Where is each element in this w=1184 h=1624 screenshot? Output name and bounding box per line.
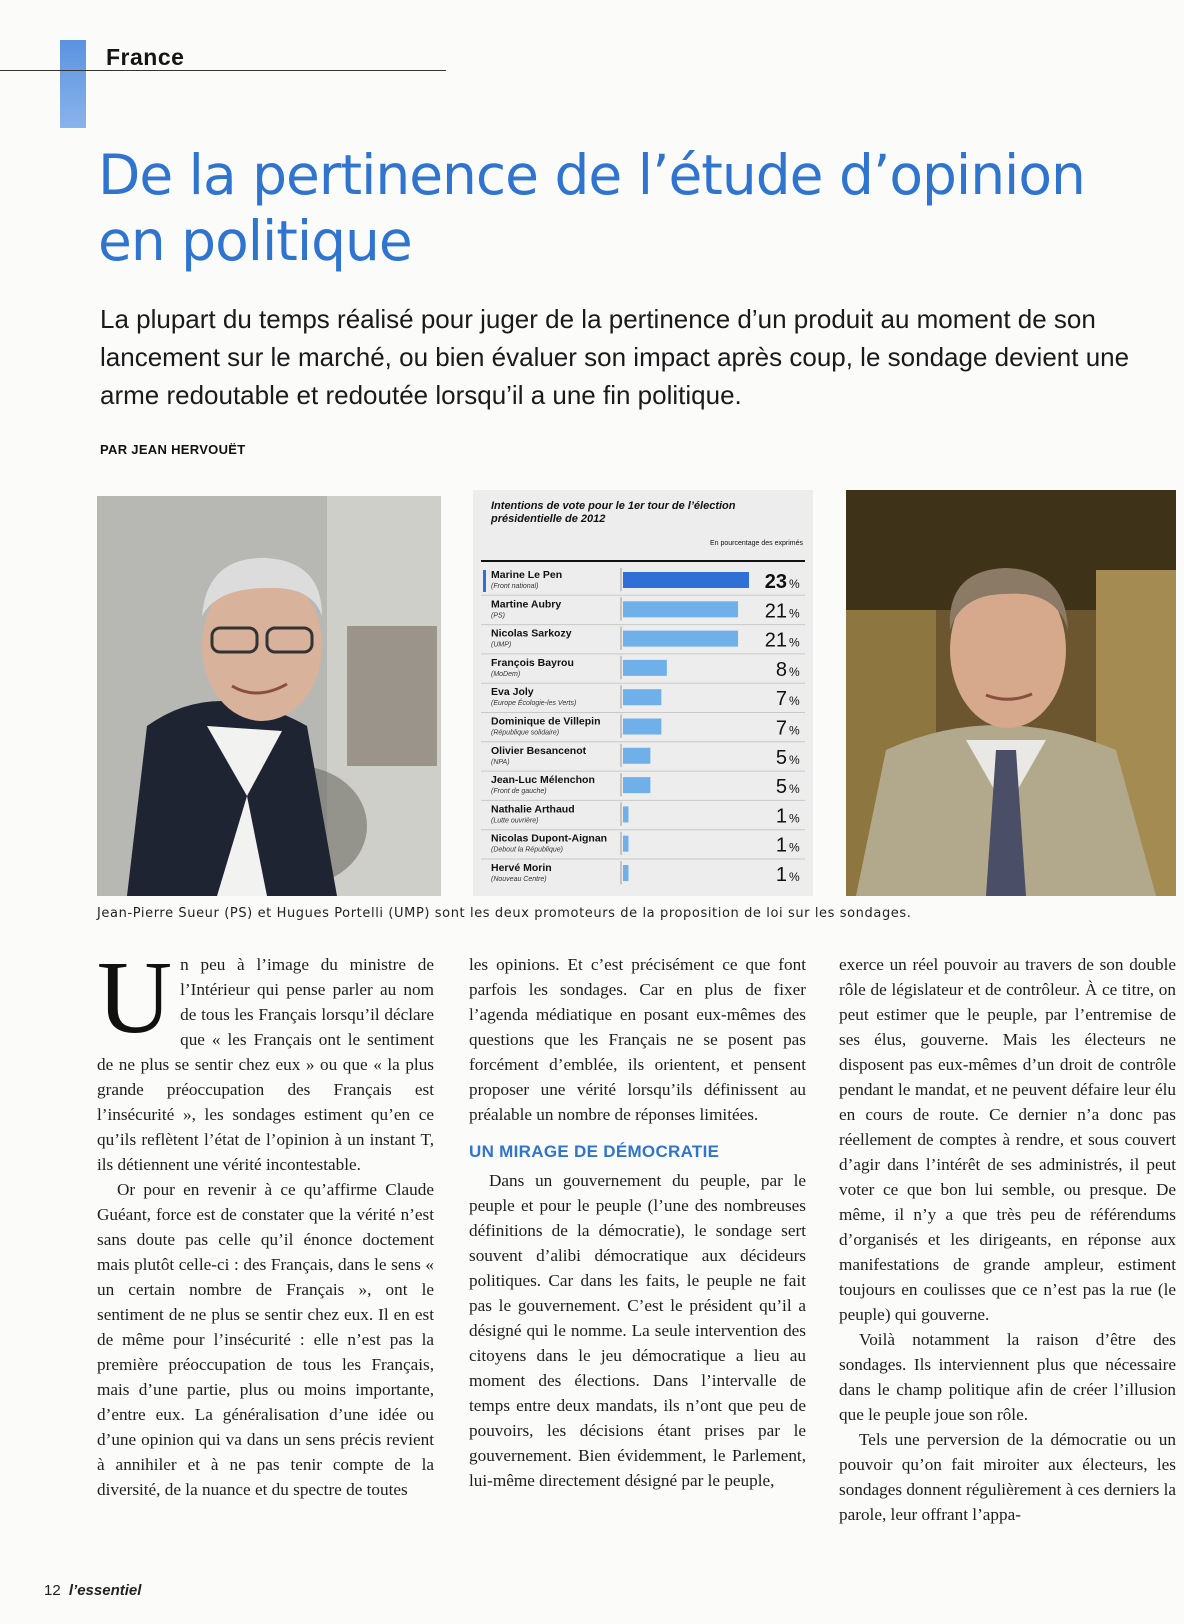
- candidate-name: Nicolas Dupont-Aignan: [491, 832, 608, 845]
- article-title: De la pertinence de l’étude d’opinion en politique: [98, 143, 1085, 273]
- drop-cap: U: [97, 940, 173, 1055]
- portrait-illustration-right: [846, 490, 1176, 896]
- value-label: 23: [764, 571, 787, 593]
- photo-caption: Jean-Pierre Sueur (PS) et Hugues Portelli (UMP) sont les deux promoteurs de la proposition de loi sur les sondages.: [97, 906, 912, 921]
- unit-label: %: [789, 577, 800, 591]
- article-column-2: [469, 952, 806, 1493]
- section-rule: [0, 70, 446, 71]
- bar: [623, 777, 650, 793]
- candidate-party: (Lutte ouvrière): [491, 817, 539, 825]
- value-label: 5: [775, 776, 787, 799]
- candidate-name: François Bayrou: [491, 656, 574, 669]
- paragraph: exerce un réel pouvoir au travers de son double rôle de législateur et de contrôleur. À ce titre, on peut estimer que le peuple, par l’entremise de ses élus, gouverne. Mais les électeurs ne disposent pas eux-mêmes d’un droit de contrôle pendant le mandat, et ne peuvent défaire leur élu en cours de route. Ce dernier n’a donc pas réellement de comptes à rendre, et sous couvert d’agir dans l’intérêt de ses administrés, il peut voter ce que bon lui semble, ou presque. De même, il n’y a que très peu de référendums d’organisés et les dirigeants, en réponse aux manifestations de grande ampleur, estiment toujours en coulisses que ce n’est pas la rue (le peuple) qui gouverne.: [839, 955, 1176, 1324]
- paragraph: Dans un gouvernement du peuple, par le peuple et pour le peuple (l’une des nombreuses définitions de la démocratie), le sondage sert souvent d’alibi démocratique aux décideurs politiques. Car dans les faits, le peuple ne fait pas le gouvernement. C’est le président qu’il a désigné qui le nomme. La seule intervention des citoyens dans le jeu démocratique a lieu au moment des élections. Dans l’intervalle de temps entre deux mandats, ils n’ont que peu de pouvoirs, les décisions étant prises par le gouvernement. Bien évidemment, le Parlement, lui-même directement désigné par le peuple,: [469, 1171, 806, 1490]
- unit-label: %: [789, 840, 800, 855]
- candidate-name: Olivier Besancenot: [491, 744, 587, 757]
- candidate-party: (Front de gauche): [491, 788, 547, 796]
- candidate-name: Nicolas Sarkozy: [491, 627, 572, 640]
- value-label: 21: [764, 600, 787, 623]
- candidate-party: (Front national): [491, 583, 539, 590]
- highlight-marker: [483, 570, 486, 592]
- value-label: 8: [775, 658, 787, 681]
- candidate-party: (Debout la République): [491, 846, 563, 854]
- unit-label: %: [789, 782, 800, 797]
- unit-label: %: [789, 723, 800, 738]
- value-label: 21: [764, 629, 787, 652]
- candidate-party: (UMP): [491, 641, 512, 649]
- portrait-illustration-left: [97, 496, 441, 896]
- magazine-name: l’essentiel: [68, 1582, 142, 1599]
- bar: [623, 601, 738, 617]
- candidate-name: Nathalie Arthaud: [491, 803, 575, 816]
- bar: [623, 719, 661, 735]
- unit-label: %: [789, 606, 800, 621]
- chart-plot: [473, 490, 813, 896]
- unit-label: %: [789, 811, 800, 826]
- bar: [623, 689, 661, 705]
- subheading: UN MIRAGE DE DÉMOCRATIE: [469, 1142, 720, 1161]
- candidate-party: (Europe Écologie-les Verts): [491, 700, 577, 708]
- poll-chart: [473, 490, 813, 896]
- value-label: 5: [775, 746, 787, 769]
- unit-label: %: [789, 635, 800, 650]
- candidate-name: Martine Aubry: [491, 598, 562, 611]
- byline: PAR JEAN HERVOUËT: [100, 442, 246, 457]
- candidate-party: (Nouveau Centre): [491, 876, 547, 883]
- unit-label: %: [789, 664, 800, 679]
- paragraph: [97, 940, 434, 1177]
- candidate-party: (République solidaire): [491, 729, 560, 737]
- candidate-party: (NPA): [491, 758, 510, 766]
- bar: [623, 865, 628, 881]
- candidate-name: Jean-Luc Mélenchon: [491, 774, 595, 787]
- candidate-party: (MoDem): [491, 670, 521, 678]
- value-label: 1: [775, 834, 787, 857]
- bar: [623, 631, 738, 647]
- candidate-name: Dominique de Villepin: [491, 715, 601, 728]
- photo-hugues-portelli: [846, 490, 1176, 896]
- bar: [623, 748, 650, 764]
- bar: [623, 836, 628, 852]
- unit-label: %: [789, 752, 800, 767]
- candidate-name: Hervé Morin: [491, 862, 552, 874]
- candidate-party: (PS): [491, 612, 505, 620]
- unit-label: %: [789, 870, 800, 884]
- paragraph: Tels une perversion de la démocratie ou un pouvoir qu’on fait miroiter aux électeurs, les sondages donnent régulièrement à ces derniers la parole, leur offrant l’appa-: [839, 1430, 1176, 1524]
- paragraph: Or pour en revenir à ce qu’affirme Claude Guéant, force est de constater que la vérité n’est sans doute pas celle qu’il énonce doctement mais plutôt celle-ci : des Français, dans le sens « un certain nombre de Français », ont le sentiment de ne plus se sentir chez eux. Il en est de même pour l’insécurité : elle n’est pas la première préoccupation de tous les Français, mais d’une partie, plus ou moins importante, d’entre eux. La généralisation d’une idée ou d’une opinion qui va dans un sens précis revient à annihiler et à ne pas tenir compte de la diversité, de la nuance et du spectre de toutes: [97, 1180, 434, 1499]
- chart-subtitle: En pourcentage des exprimés: [710, 540, 803, 547]
- article-column-3: [839, 952, 1176, 1527]
- candidate-name: Eva Joly: [491, 686, 534, 699]
- value-label: 7: [775, 717, 787, 740]
- section-color-bar: [60, 40, 86, 128]
- value-label: 1: [775, 864, 787, 886]
- article-lede: La plupart du temps réalisé pour juger de la pertinence d’un produit au moment de son lancement sur le marché, ou bien évaluer son impact après coup, le sondage devient une arme redoutable et redoutée lorsqu’il a une fin politique.: [100, 304, 1130, 410]
- paragraph-text: n peu à l’image du ministre de l’Intérieur qui pense parler au nom de tous les Français lorsqu’il déclare que « les Français ont le sentiment de ne plus se sentir chez eux » ou que « la plus grande préoccupation des Français est l’insécurité », les sondages estiment qu’en ce qu’ils reflètent l’état de l’opinion à un instant T, ils détiennent une vérité incontestable.: [97, 955, 434, 1174]
- candidate-name: Marine Le Pen: [491, 569, 563, 581]
- section-label: France: [106, 44, 185, 70]
- unit-label: %: [789, 694, 800, 709]
- value-label: 1: [775, 805, 787, 828]
- photo-jean-pierre-sueur: [97, 496, 441, 896]
- bar: [623, 806, 628, 822]
- bar: [623, 572, 749, 588]
- chart-title: Intentions de vote pour le 1er tour de l’élection présidentielle de 2012: [491, 500, 736, 525]
- paragraph: les opinions. Et c’est précisément ce que font parfois les sondages. Car en plus de fixer l’agenda médiatique en posant eux-mêmes des questions que les Français ne se posent pas forcément d’emblée, ils orientent, et pensent proposer une vérité lorsqu’ils définissent au préalable un nombre de réponses limitées.: [469, 955, 806, 1124]
- article-column-1: [97, 940, 434, 1502]
- page-number: 12: [44, 1582, 61, 1599]
- bar: [623, 660, 667, 676]
- page-footer: [44, 1582, 141, 1599]
- paragraph: Voilà notamment la raison d’être des sondages. Ils interviennent plus que nécessaire dans le champ politique afin de créer l’illusion que le peuple joue son rôle.: [839, 1330, 1176, 1424]
- value-label: 7: [775, 688, 787, 711]
